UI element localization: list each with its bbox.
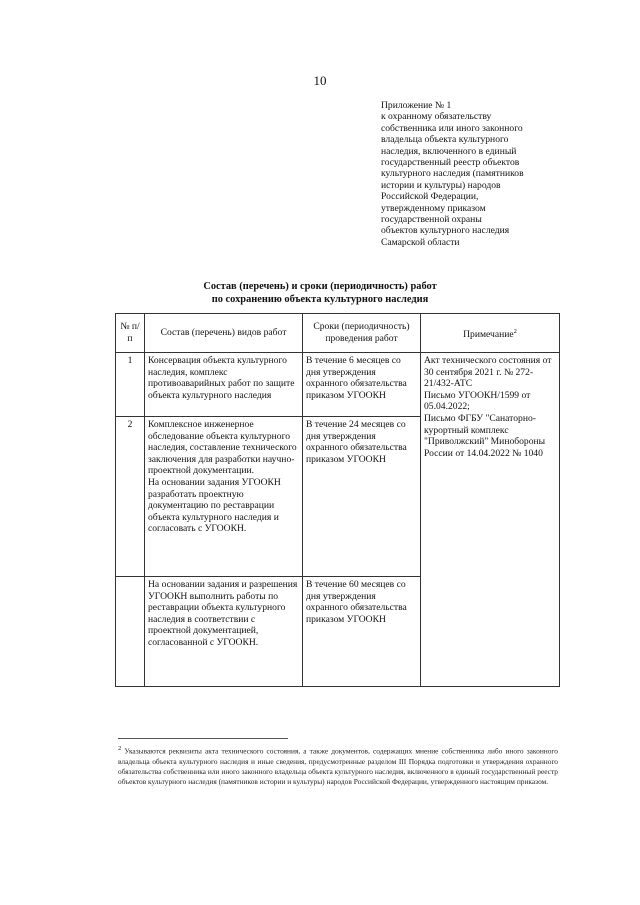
page-number: 10 (313, 73, 327, 88)
appendix-line: государственной охраны (381, 214, 482, 226)
row-number (116, 577, 145, 687)
table-row (116, 353, 560, 417)
appendix-line: собственника или иного законного (381, 122, 523, 134)
footnote-marker: 2 (118, 745, 122, 752)
works-table (115, 313, 560, 687)
header-note-label: Примечание (463, 328, 514, 340)
header-note (421, 314, 560, 353)
appendix-line: истории и культуры) народов (381, 179, 501, 191)
appendix-line: культурного наследия (памятников (381, 168, 524, 180)
appendix-line: к охранному обязательству (381, 111, 492, 123)
appendix-line: объектов культурного наследия (381, 225, 510, 237)
appendix-line: Самарской области (381, 236, 460, 248)
row-works: Комплексное инженерное обследование объекта культурного наследия, составление технического заключения для разработки научно-проектной документации. На основании задания УГООКН разработать проектную документацию по реставрации объекта культурного наследия и согласовать с УГООКН. (145, 417, 303, 577)
header-works: Состав (перечень) видов работ (145, 314, 303, 353)
document-title (0, 280, 640, 306)
row-note: Акт технического состояния от 30 сентября 2021 г. № 272-21/432-АТС Письмо УГООКН/1599 от 05.04.2022; Письмо ФГБУ "Санаторно-курортный комплекс "Приволжский" Минобороны России от 14.04.2022 № 1040 (421, 353, 560, 687)
row-works: На основании задания и разрешения УГООКН выполнить работы по реставрации объекта культурного наследия в соответствии с проектной документацией, согласованной с УГООКН. (145, 577, 303, 687)
row-terms: В течение 6 месяцев со дня утверждения охранного обязательства приказом УГООКН (303, 353, 421, 417)
row-number: 1 (116, 353, 145, 417)
header-num: № п/п (116, 314, 145, 353)
row-terms: В течение 60 месяцев со дня утверждения охранного обязательства приказом УГООКН (303, 577, 421, 687)
appendix-line: государственный реестр объектов (381, 157, 520, 169)
table-header-row (116, 314, 560, 353)
row-works: Консервация объекта культурного наследия, комплекс противоаварийных работ по защите объекта культурного наследия (145, 353, 303, 417)
appendix-block (381, 100, 601, 248)
footnote (118, 744, 558, 787)
title-line-2: по сохранению объекта культурного наследия (211, 294, 429, 305)
appendix-line: владельца объекта культурного (381, 134, 509, 146)
appendix-line: Приложение № 1 (381, 100, 452, 111)
row-number: 2 (116, 417, 145, 577)
footnote-ref: 2 (513, 327, 517, 335)
appendix-line: Российской Федерации, (381, 191, 479, 203)
footnote-text: Указываются реквизиты акта технического состояния, а также документов, содержащих мнение собственника либо иного законного владельца объекта культурного наследия и иные сведения, предусмотренные разделом III Порядка подготовки и утверждения охранного обязательства собственника или иного законного владельца объекта культурного наследия, включенного в единый государственный реестр объектов культурного наследия (памятников истории и культуры) народов Российской Федерации, утвержденного настоящим приказом. (118, 746, 558, 787)
header-terms: Сроки (периодичность) проведения работ (303, 314, 421, 353)
appendix-line: наследия, включенного в единый (381, 145, 517, 157)
appendix-line: утвержденному приказом (381, 202, 486, 214)
title-line-1: Состав (перечень) и сроки (периодичность) работ (203, 281, 437, 292)
footnote-divider (118, 738, 288, 739)
row-terms: В течение 24 месяцев со дня утверждения охранного обязательства приказом УГООКН (303, 417, 421, 577)
